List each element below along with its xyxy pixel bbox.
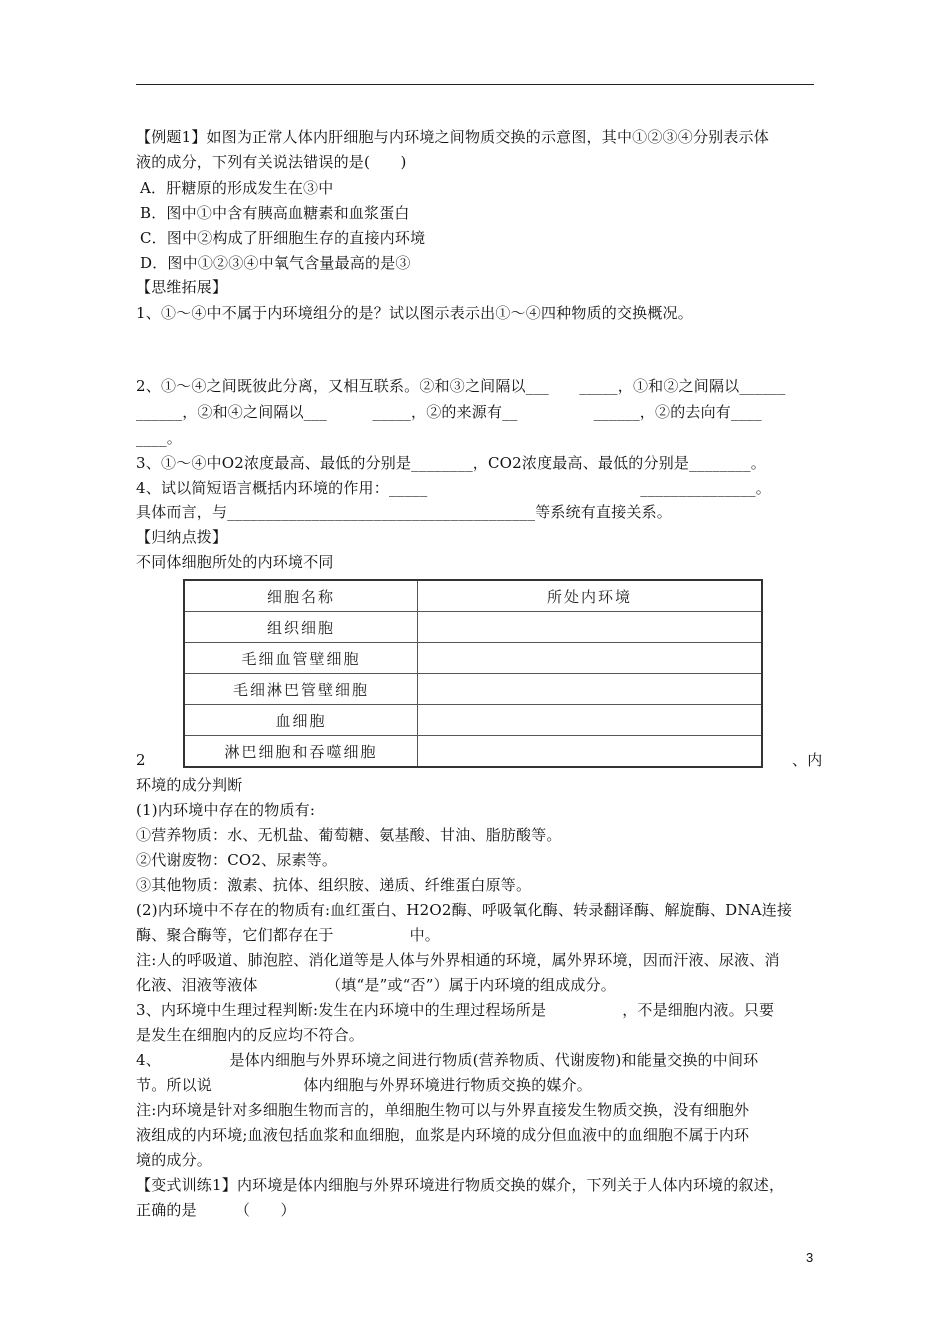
expand-q2-line1: 2、①～④之间既彼此分离，又相互联系。②和③之间隔以___ _____，①和②之间隔以______ [136,377,786,395]
expand-q2-line3: ____。 [136,429,183,447]
summary-p6: ③其他物质：激素、抗体、组织胺、递质、纤维蛋白原等。 [136,876,532,894]
table-cell: 毛细淋巴管壁细胞 [184,674,418,705]
table-row [184,674,762,705]
table-row [184,736,762,768]
expand-q2-line2: ______，②和④之间隔以___ _____，②的来源有__ ______，②的去向有____ [136,403,762,421]
summary-p11: 3、内环境中生理过程判断:发生在内环境中的生理过程场所是 ，不是细胞内液。只要 [136,1001,775,1019]
table-row [184,705,762,736]
example1-stem-line1: 【例题1】如图为正常人体内肝细胞与内环境之间物质交换的示意图，其中①②③④分别表示体 [136,128,769,146]
table-cell: 血细胞 [184,705,418,736]
table-header-cell: 细胞名称 [184,580,418,612]
summary-heading: 【归纳点拨】 [136,528,228,546]
table-cell: 淋巴细胞和吞噬细胞 [184,736,418,768]
item-number-2: 2 [136,751,146,769]
summary-p3: (1)内环境中存在的物质有: [136,801,316,819]
table-cell: 组织细胞 [184,612,418,643]
summary-p5: ②代谢废物：CO2、尿素等。 [136,851,338,869]
summary-intro: 不同体细胞所处的内环境不同 [136,553,334,571]
option-b: B．图中①中含有胰高血糖素和血浆蛋白 [140,204,410,222]
summary-p13: 4、 是体内细胞与外界环境之间进行物质(营养物质、代谢废物)和能量交换的中间环 [136,1051,759,1069]
summary-p14: 节。所以说 体内细胞与外界环境进行物质交换的媒介。 [136,1076,593,1094]
variant1-line1: 【变式训练1】内环境是体内细胞与外界环境进行物质交换的媒介，下列关于人体内环境的叙述， [136,1176,785,1194]
table-cell-blank [418,705,763,736]
table-cell-blank [418,674,763,705]
expand-q1: 1、①～④中不属于内环境组分的是？试以图示表示出①～④四种物质的交换概况。 [136,304,693,322]
option-c: C．图中②构成了肝细胞生存的直接内环境 [140,229,426,247]
summary-p16: 液组成的内环境;血液包括血浆和血细胞，血浆是内环境的成分但血液中的血细胞不属于内环 [136,1126,750,1144]
option-a: A．肝糖原的形成发生在③中 [140,179,334,197]
page-number: 3 [806,1250,814,1265]
table-header-cell: 所处内环境 [418,580,763,612]
summary-p12: 是发生在细胞内的反应均不符合。 [136,1026,365,1044]
example1-stem-line2: 液的成分，下列有关说法错误的是( ) [136,153,407,171]
summary-p7: (2)内环境中不存在的物质有:血红蛋白、H2O2酶、呼吸氧化酶、转录翻译酶、解旋酶、DNA连接 [136,901,793,919]
table-cell-blank [418,736,763,768]
header-rule [136,84,814,85]
expand-q4-line2: 具体而言，与________________________________________等系统有直接关系。 [136,503,673,521]
summary-p17: 境的成分。 [136,1151,213,1169]
summary-p4: ①营养物质：水、无机盐、葡萄糖、氨基酸、甘油、脂肪酸等。 [136,826,562,844]
summary-p9: 注:人的呼吸道、肺泡腔、消化道等是人体与外界相通的环境，属外界环境，因而汗液、尿液、消 [136,951,780,969]
expand-heading: 【思维拓展】 [136,278,228,296]
variant1-line2: 正确的是 （ ） [136,1201,296,1219]
cell-environment-table [183,579,763,768]
table-header-row [184,580,762,612]
item-2-tail: 、内 [792,751,823,769]
table-row [184,612,762,643]
summary-p10: 化液、泪液等液体 （填“是”或“否”）属于内环境的组成成分。 [136,976,616,994]
table-row [184,643,762,674]
summary-p15: 注:内环境是针对多细胞生物而言的，单细胞生物可以与外界直接发生物质交换，没有细胞外 [136,1101,750,1119]
option-d: D．图中①②③④中氧气含量最高的是③ [140,254,411,272]
summary-p8: 酶、聚合酶等，它们都存在于 中。 [136,926,441,944]
table-cell-blank [418,612,763,643]
expand-q3: 3、①～④中O2浓度最高、最低的分别是________，CO2浓度最高、最低的分别是________。 [136,454,766,472]
summary-p2: 环境的成分判断 [136,776,243,794]
table-cell: 毛细血管壁细胞 [184,643,418,674]
expand-q4-line1: 4、试以简短语言概括内环境的作用：_____ _______________。 [136,479,771,497]
table-cell-blank [418,643,763,674]
